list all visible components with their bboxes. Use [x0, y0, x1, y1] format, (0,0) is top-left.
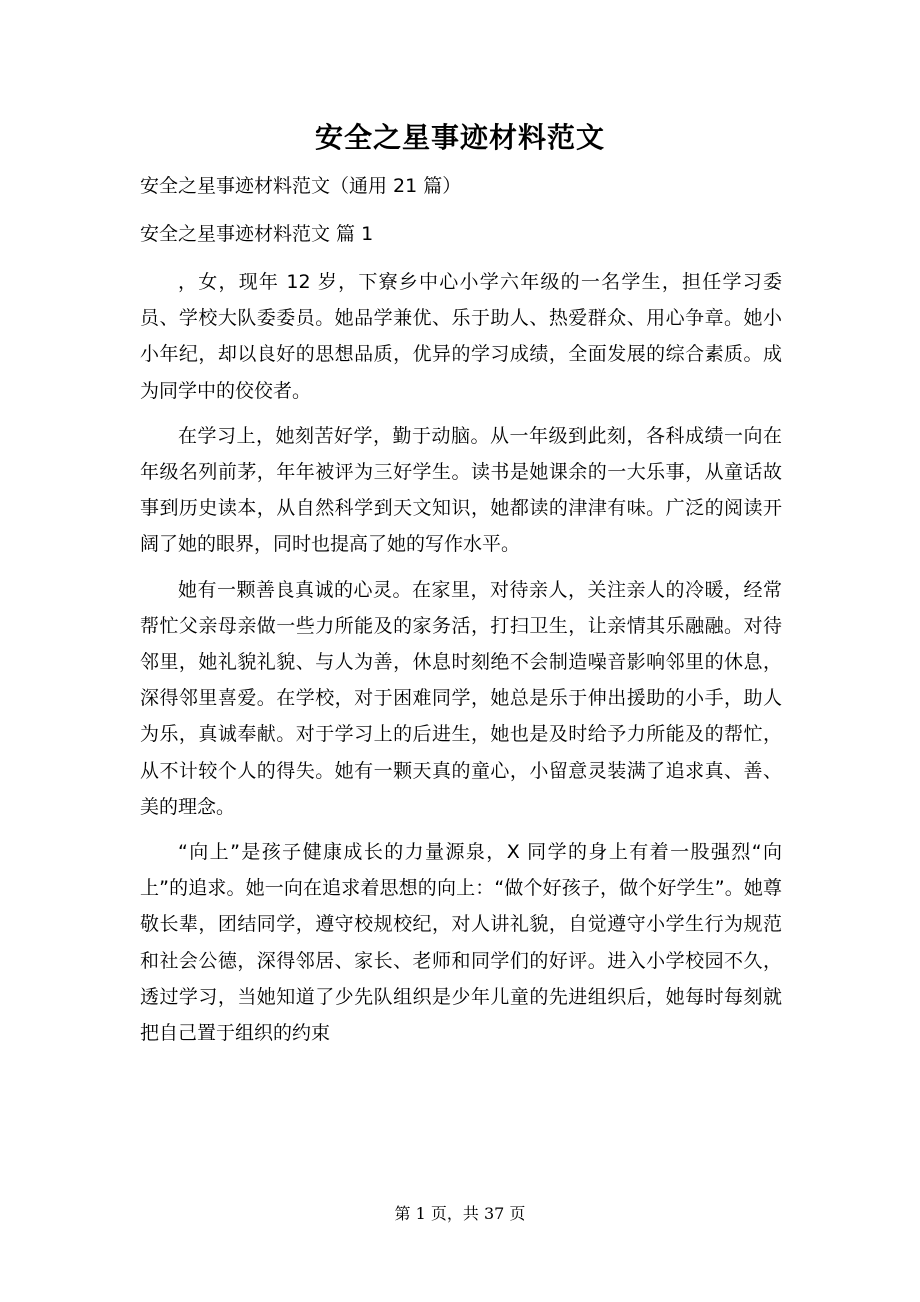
section-heading: 安全之星事迹材料范文 篇 1 — [140, 223, 374, 245]
paragraph: ，女，现年 12 岁，下寮乡中心小学六年级的一名学生，担任学习委员、学校大队委委员。她品学兼优、乐于助人、热爱群众、用心争章。她小小年纪，却以良好的思想品质，优异的学习成绩，全面发展的综合素质。成为同学中的佼佼者。 — [140, 271, 782, 402]
paragraph: “向上”是孩子健康成长的力量源泉，X 同学的身上有着一股强烈“向上”的追求。她一向在追求着思想的向上：“做个好孩子，做个好学生”。她尊敬长辈，团结同学，遵守校规校纪，对人讲礼貌，自觉遵守小学生行为规范和社会公德，深得邻居、家长、老师和同学们的好评。进入小学校园不久，透过学习，当她知道了少先队组织是少年儿童的先进组织后，她每时每刻就把自己置于组织的约束 — [140, 841, 782, 1045]
document-title: 安全之星事迹材料范文 — [314, 121, 605, 154]
document-subtitle: 安全之星事迹材料范文（通用 21 篇） — [140, 175, 462, 197]
page-number-footer: 第 1 页，共 37 页 — [394, 1204, 526, 1223]
paragraph: 她有一颗善良真诚的心灵。在家里，对待亲人，关注亲人的冷暖，经常帮忙父亲母亲做一些力所能及的家务活，打扫卫生，让亲情其乐融融。对待邻里，她礼貌礼貌、与人为善，休息时刻绝不会制造噪音影响邻里的休息，深得邻里喜爱。在学校，对于困难同学，她总是乐于伸出援助的小手，助人为乐，真诚奉献。对于学习上的后进生，她也是及时给予力所能及的帮忙，从不计较个人的得失。她有一颗天真的童心，小留意灵装满了追求真、善、美的理念。 — [140, 578, 782, 818]
paragraph: 在学习上，她刻苦好学，勤于动脑。从一年级到此刻，各科成绩一向在年级名列前茅，年年被评为三好学生。读书是她课余的一大乐事，从童话故事到历史读本，从自然科学到天文知识，她都读的津津有味。广泛的阅读开阔了她的眼界，同时也提高了她的写作水平。 — [140, 424, 782, 556]
body-text — [140, 264, 782, 1051]
